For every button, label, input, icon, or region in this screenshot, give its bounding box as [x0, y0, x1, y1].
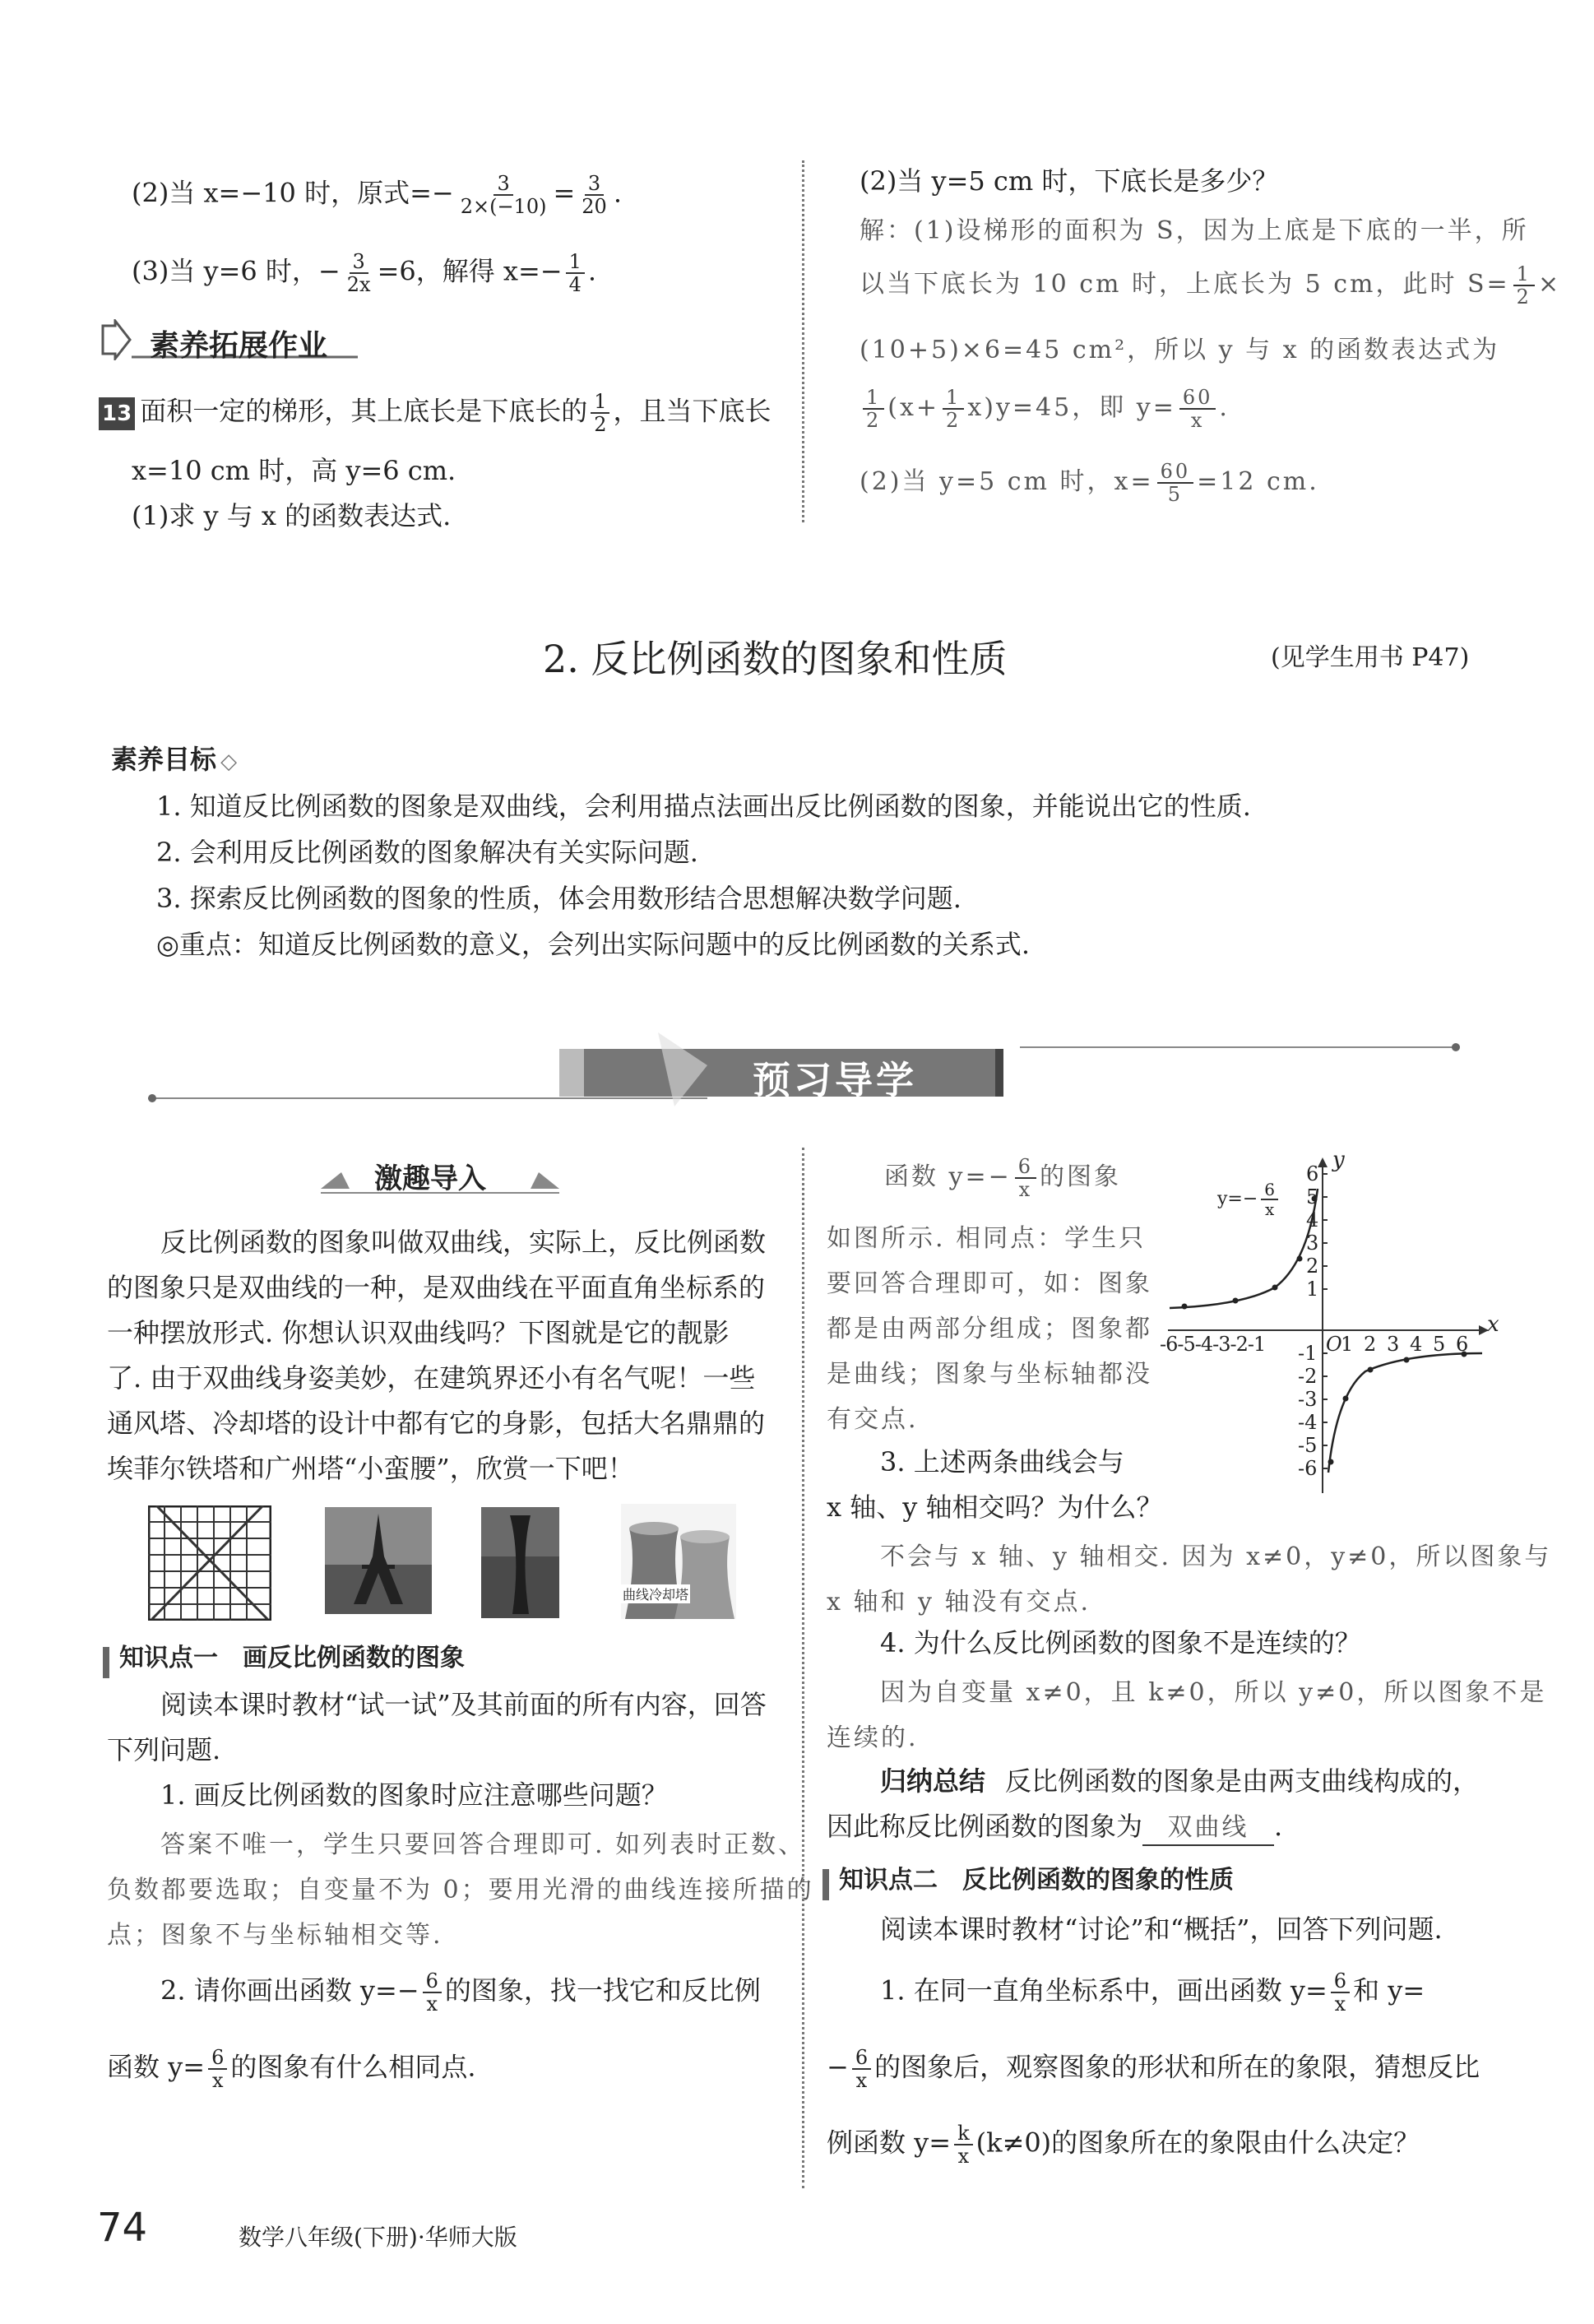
column-divider-lower	[802, 1148, 804, 2188]
top-right-line-5: $\frac{1}{2}$ (x+ $\frac{1}{2}$ x)y=45，即 y= $\frac{60}{x}$ .	[860, 387, 1230, 431]
photo-eiffel-tower	[325, 1507, 432, 1614]
fraction: $\frac{3}{20}$	[582, 172, 607, 218]
chapter-title: 2. 反比例函数的图象和性质	[543, 637, 1008, 681]
hyperbola-graph	[1160, 1148, 1505, 1501]
origin-label: O	[1326, 1333, 1342, 1356]
y-tick-neg-2: -2	[1298, 1365, 1318, 1388]
y-tick-2: 2	[1306, 1255, 1319, 1278]
kp1-line-1: 阅读本课时教材“试一试”及其前面的所有内容，回答	[160, 1689, 767, 1720]
summary-line-1: 归纳总结 反比例函数的图象是由两支曲线构成的，	[880, 1765, 1480, 1797]
column-divider	[802, 160, 804, 522]
question-3-line-2: x 轴、y 轴相交吗？为什么？	[827, 1491, 1163, 1523]
kp2-line-1: 阅读本课时教材“讨论”和“概括”，回答下列问题.	[880, 1913, 1443, 1945]
x-axis-label: x	[1487, 1312, 1499, 1337]
preview-banner: 预习导学	[148, 1032, 1464, 1106]
kp2-question-1-line-2: − $\frac{6}{x}$ 的图象后，观察图象的形状和所在的象限，猜想反比	[827, 2046, 1480, 2092]
kp1-question-2-line-2: 函数 y= $\frac{6}{x}$ 的图象有什么相同点.	[107, 2046, 476, 2092]
x-tick-1: 1	[1341, 1333, 1354, 1356]
fraction: $\frac{6}{x}$	[1331, 1970, 1350, 2015]
answer-4-line-2: 连续的.	[827, 1723, 919, 1752]
kp1-question-2: 2. 请你画出函数 y=− $\frac{6}{x}$ 的图象，找一找它和反比例	[160, 1969, 761, 2016]
answer-2-line-3: 要回答合理即可，如：图象	[827, 1269, 1152, 1298]
intro-line-2: 的图象只是双曲线的一种，是双曲线在平面直角坐标系的	[107, 1272, 766, 1303]
curve-label: y=− $\frac{6}{x}$	[1217, 1181, 1281, 1218]
intro-line-4: 了. 由于双曲线身姿美妙，在建筑界还小有名气呢！一些	[107, 1362, 756, 1394]
top-right-line-1: (2)当 y=5 cm 时，下底长是多少？	[860, 165, 1279, 197]
answer-2-line-6: 有交点.	[827, 1405, 919, 1434]
y-tick-neg-3: -3	[1298, 1388, 1318, 1411]
fraction: $\frac{60}{x}$	[1179, 387, 1216, 431]
fraction: $\frac{3}{2\times(-10)}$	[460, 172, 547, 218]
y-tick-5: 5	[1306, 1185, 1319, 1208]
page-number: 74	[97, 2205, 148, 2251]
answer-3-line-1: 不会与 x 轴、y 轴相交. 因为 x≠0，y≠0，所以图象与	[880, 1542, 1552, 1571]
x-tick-5: 5	[1433, 1333, 1446, 1356]
intro-heading: 激趣导入	[317, 1156, 563, 1197]
intro-line-1: 反比例函数的图象叫做双曲线，实际上，反比例函数	[160, 1227, 767, 1258]
fraction: $\frac{6}{x}$	[852, 2047, 871, 2091]
question-3-line-1: 3. 上述两条曲线会与	[880, 1446, 1124, 1477]
x-tick-6: 6	[1456, 1333, 1469, 1356]
answer-2-line-5: 是曲线；图象与坐标轴都没	[827, 1360, 1152, 1389]
goal-key-point: ◎重点：知道反比例函数的意义，会列出实际问题中的反比例函数的关系式.	[156, 929, 1031, 960]
kp2-question-1: 1. 在同一直角坐标系中，画出函数 y= $\frac{6}{x}$ 和 y=	[880, 1969, 1425, 2016]
goal-item-1: 1. 知道反比例函数的图象是双曲线，会利用描点法画出反比例函数的图象，并能说出它的性质.	[156, 791, 1251, 822]
book-title: 数学八年级(下册)·华师大版	[239, 2224, 517, 2251]
diamond-arrow-icon: ◇	[220, 749, 238, 774]
y-tick-4: 4	[1306, 1208, 1319, 1232]
kp1-answer-1-line-3: 点；图象不与坐标轴相交等.	[107, 1921, 443, 1950]
fraction: $\frac{k}{x}$	[954, 2122, 973, 2167]
fraction: $\frac{6}{x}$	[208, 2047, 227, 2091]
photo-caption: 曲线冷却塔	[621, 1584, 690, 1603]
fraction: $\frac{1}{2}$	[943, 387, 964, 431]
summary-label: 归纳总结	[880, 1765, 986, 1797]
fraction: $\frac{6}{x}$	[423, 1970, 442, 2015]
fraction: $\frac{6}{x}$	[1015, 1156, 1036, 1200]
fraction: $\frac{1}{2}$	[863, 387, 884, 431]
intro-line-6: 埃菲尔铁塔和广州塔“小蛮腰”，欣赏一下吧！	[107, 1453, 634, 1484]
kp1-answer-1-line-1: 答案不唯一，学生只要回答合理即可. 如列表时正数、	[160, 1830, 806, 1859]
knowledge-point-2-heading: 知识点二 反比例函数的图象的性质	[822, 1859, 1234, 1900]
top-right-line-2: 解：(1)设梯形的面积为 S，因为上底是下底的一半，所	[860, 216, 1529, 245]
summary-blank: 双曲线	[1142, 1811, 1274, 1846]
y-tick-neg-6: -6	[1298, 1457, 1318, 1480]
y-tick-1: 1	[1306, 1278, 1319, 1301]
photo-cooling-tower	[621, 1504, 736, 1619]
answer-4-line-1: 因为自变量 x≠0，且 k≠0，所以 y≠0，所以图象不是	[880, 1678, 1547, 1707]
question-13-line-2: x=10 cm 时，高 y=6 cm.	[132, 455, 456, 486]
heading-bar-icon	[822, 1869, 829, 1900]
kp2-question-1-line-3: 例函数 y= $\frac{k}{x}$ (k≠0)的图象所在的象限由什么决定？	[827, 2122, 1420, 2168]
section-banner: 素养拓展作业	[99, 319, 362, 360]
question-13-line-1: 13 面积一定的梯形，其上底长是下底长的 $\frac{1}{2}$ ，且当下底长	[99, 391, 772, 435]
summary-line-2: 因此称反比例函数的图象为 双曲线 .	[827, 1810, 1282, 1846]
goals-heading: 素养目标 ◇	[111, 744, 238, 775]
top-right-line-3: 以当下底长为 10 cm 时，上底长为 5 cm，此时 S= $\frac{1}{2}$ ×	[860, 262, 1562, 308]
y-tick-neg-5: -5	[1298, 1434, 1318, 1457]
knowledge-point-1-heading: 知识点一 画反比例函数的图象	[103, 1637, 465, 1678]
question-number-badge: 13	[99, 397, 135, 430]
fraction: $\frac{6}{x}$	[1261, 1181, 1278, 1218]
photo-hyperbola-grid	[148, 1505, 271, 1621]
fraction: $\frac{60}{5}$	[1157, 461, 1194, 505]
question-13-line-3: (1)求 y 与 x 的函数表达式.	[132, 500, 452, 531]
x-tick-3: 3	[1387, 1333, 1400, 1356]
x-tick-4: 4	[1410, 1333, 1423, 1356]
x-ticks-negative: -6-5-4-3-2-1	[1160, 1333, 1266, 1356]
photo-canton-tower	[481, 1507, 559, 1618]
answer-2-line-4: 都是由两部分组成；图象都	[827, 1315, 1152, 1343]
fraction: $\frac{1}{2}$	[1513, 263, 1535, 308]
kp1-answer-1-line-2: 负数都要选取；自变量不为 0；要用光滑的曲线连接所描的	[107, 1876, 814, 1904]
answer-2-line-2: 如图所示. 相同点：学生只	[827, 1224, 1147, 1253]
y-tick-neg-1: -1	[1298, 1342, 1318, 1365]
answer-3-line-2: x 轴和 y 轴没有交点.	[827, 1588, 1091, 1617]
y-axis-label: y	[1332, 1148, 1345, 1172]
intro-line-3: 一种摆放形式. 你想认识双曲线吗？下图就是它的靓影	[107, 1317, 730, 1348]
fraction: $\frac{1}{2}$	[591, 391, 609, 435]
fraction: $\frac{1}{4}$	[566, 251, 585, 295]
top-left-line-1: (2)当 x=−10 时，原式=− $\frac{3}{2\times(-10)}$ = $\frac{3}{20}$ .	[132, 172, 622, 218]
question-4: 4. 为什么反比例函数的图象不是连续的？	[880, 1627, 1361, 1658]
top-right-line-6: (2)当 y=5 cm 时，x= $\frac{60}{5}$ =12 cm.	[860, 460, 1319, 506]
kp1-line-2: 下列问题.	[107, 1734, 221, 1765]
top-left-line-2: (3)当 y=6 时，− $\frac{3}{2x}$ =6，解得 x=− $\frac{1}{4}$ .	[132, 250, 597, 296]
y-tick-6: 6	[1306, 1162, 1319, 1185]
goal-item-2: 2. 会利用反比例函数的图象解决有关实际问题.	[156, 837, 698, 868]
answer-2-line-1: 函数 y=− $\frac{6}{x}$ 的图象	[884, 1155, 1122, 1201]
intro-line-5: 通风塔、冷却塔的设计中都有它的身影，包括大名鼎鼎的	[107, 1408, 766, 1439]
goal-item-3: 3. 探索反比例函数的图象的性质，体会用数形结合思想解决数学问题.	[156, 883, 961, 914]
kp1-question-1: 1. 画反比例函数的图象时应注意哪些问题？	[160, 1779, 668, 1811]
heading-bar-icon	[103, 1647, 109, 1678]
chapter-reference: (见学生用书 P47)	[1271, 643, 1470, 672]
fraction: $\frac{3}{2x}$	[346, 250, 371, 296]
y-tick-3: 3	[1306, 1232, 1319, 1255]
y-tick-neg-4: -4	[1298, 1411, 1318, 1434]
x-tick-2: 2	[1364, 1333, 1377, 1356]
top-right-line-4: (10+5)×6=45 cm²，所以 y 与 x 的函数表达式为	[860, 336, 1500, 364]
